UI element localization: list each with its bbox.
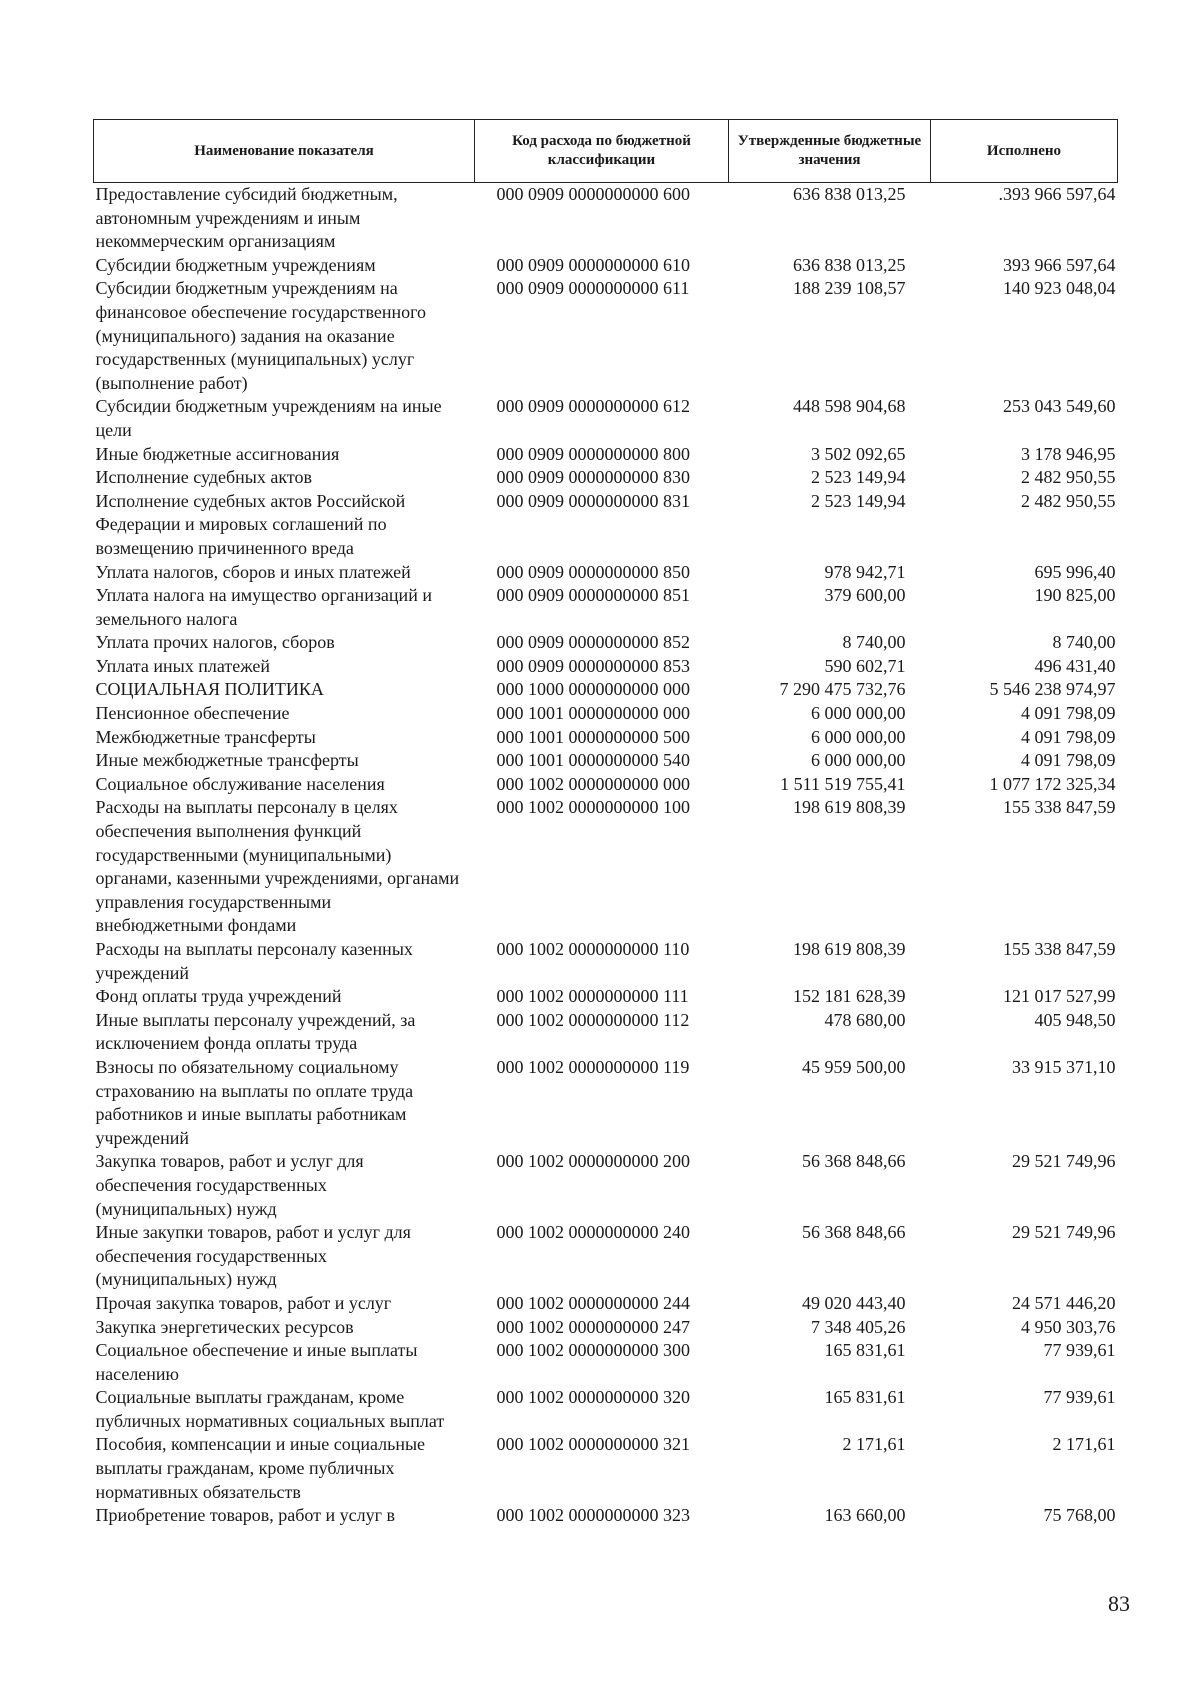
table-row bbox=[94, 395, 1118, 442]
row-name: Иные межбюджетные трансферты bbox=[95, 750, 359, 771]
table-row bbox=[94, 1150, 1118, 1221]
row-approved-value: 198 619 808,39 bbox=[793, 939, 906, 959]
table-row bbox=[94, 1386, 1118, 1433]
row-code: 000 1002 0000000000 112 bbox=[496, 1009, 690, 1030]
row-approved-value: 7 290 475 732,76 bbox=[779, 679, 906, 700]
table-row bbox=[94, 985, 1118, 1009]
table-row bbox=[94, 1009, 1118, 1056]
table-row bbox=[94, 796, 1118, 938]
table-row bbox=[94, 1316, 1118, 1340]
row-approved-value: 448 598 904,68 bbox=[793, 396, 906, 417]
row-name: Приобретение товаров, работ и услуг в bbox=[95, 1505, 396, 1526]
row-approved-value: 163 660,00 bbox=[824, 1505, 906, 1526]
row-executed-value: 29 521 749,96 bbox=[1012, 1151, 1116, 1172]
table-row bbox=[94, 254, 1118, 278]
row-code: 000 0909 0000000000 853 bbox=[496, 655, 690, 676]
row-executed-value: 24 571 446,20 bbox=[1012, 1292, 1116, 1313]
row-name: Закупка товаров, работ и услуг для обеспечения государственных (муниципальных) нужд bbox=[95, 1151, 364, 1219]
table-row bbox=[94, 726, 1118, 750]
header-executed: Исполнено bbox=[931, 120, 1118, 183]
table-row bbox=[94, 1056, 1118, 1150]
row-approved-value: 165 831,61 bbox=[824, 1340, 906, 1361]
row-executed-value: 77 939,61 bbox=[1043, 1340, 1116, 1361]
row-name: Исполнение судебных актов Российской Федерации и мировых соглашений по возмещению причиненного вреда bbox=[95, 490, 406, 558]
row-code: 000 1002 0000000000 244 bbox=[496, 1292, 690, 1313]
row-name: Прочая закупка товаров, работ и услуг bbox=[95, 1292, 392, 1313]
row-name: Иные закупки товаров, работ и услуг для обеспечения государственных (муниципальных) нужд bbox=[95, 1222, 411, 1290]
row-name: Расходы на выплаты персоналу в целях обеспечения выполнения функций государственными (муниципальными) органами, казенными учреждениями, органами управления государственными внебюджетными фондами bbox=[95, 797, 460, 936]
table-body bbox=[94, 183, 1118, 1528]
row-approved-value: 636 838 013,25 bbox=[793, 254, 906, 275]
row-approved-value: 188 239 108,57 bbox=[793, 278, 906, 299]
table-row bbox=[94, 702, 1118, 726]
table-row bbox=[94, 443, 1118, 467]
table-row bbox=[94, 1504, 1118, 1528]
table-row bbox=[94, 773, 1118, 797]
table-row bbox=[94, 584, 1118, 631]
row-name: Социальные выплаты гражданам, кроме публичных нормативных социальных выплат bbox=[95, 1387, 445, 1431]
row-approved-value: 2 523 149,94 bbox=[811, 467, 906, 488]
row-approved-value: 978 942,71 bbox=[824, 561, 906, 582]
row-code: 000 1002 0000000000 240 bbox=[496, 1222, 690, 1243]
row-executed-value: 4 091 798,09 bbox=[1021, 703, 1116, 724]
table-row bbox=[94, 655, 1118, 679]
row-name: Субсидии бюджетным учреждениям на иные цели bbox=[95, 396, 442, 440]
row-approved-value: 478 680,00 bbox=[824, 1009, 906, 1030]
row-approved-value: 2 171,61 bbox=[842, 1434, 906, 1455]
row-approved-value: 8 740,00 bbox=[842, 632, 906, 653]
row-code: 000 1002 0000000000 320 bbox=[496, 1387, 690, 1408]
row-approved-value: 590 602,71 bbox=[824, 655, 906, 676]
row-name: Иные бюджетные ассигнования bbox=[95, 443, 340, 464]
row-approved-value: 6 000 000,00 bbox=[811, 726, 906, 747]
row-executed-value: 190 825,00 bbox=[1034, 585, 1116, 606]
row-executed-value: 4 091 798,09 bbox=[1021, 726, 1116, 747]
row-code: 000 0909 0000000000 852 bbox=[496, 632, 690, 653]
row-approved-value: 56 368 848,66 bbox=[802, 1151, 906, 1172]
budget-execution-table bbox=[93, 119, 1118, 1528]
row-approved-value: 49 020 443,40 bbox=[802, 1292, 906, 1313]
table-row bbox=[94, 1221, 1118, 1292]
row-name: Межбюджетные трансферты bbox=[95, 726, 316, 747]
row-executed-value: .393 966 597,64 bbox=[998, 184, 1116, 204]
row-approved-value: 3 502 092,65 bbox=[811, 443, 906, 464]
row-approved-value: 152 181 628,39 bbox=[793, 986, 906, 1007]
row-executed-value: 155 338 847,59 bbox=[1003, 939, 1116, 959]
row-name: Уплата прочих налогов, сборов bbox=[95, 632, 335, 653]
row-approved-value: 636 838 013,25 bbox=[793, 184, 906, 204]
row-code: 000 0909 0000000000 800 bbox=[496, 443, 690, 464]
table-row bbox=[94, 466, 1118, 490]
row-name: Уплата налогов, сборов и иных платежей bbox=[95, 561, 411, 582]
row-code: 000 0909 0000000000 612 bbox=[496, 396, 690, 417]
row-executed-value: 121 017 527,99 bbox=[1003, 986, 1116, 1007]
table-row bbox=[94, 631, 1118, 655]
row-code: 000 1002 0000000000 321 bbox=[496, 1434, 690, 1455]
row-code: 000 1002 0000000000 000 bbox=[496, 773, 690, 794]
table-row bbox=[94, 1292, 1118, 1316]
row-code: 000 1002 0000000000 247 bbox=[496, 1316, 690, 1337]
row-code: 000 1001 0000000000 540 bbox=[496, 750, 690, 771]
table-row bbox=[94, 183, 1118, 254]
row-executed-value: 405 948,50 bbox=[1034, 1009, 1116, 1030]
row-executed-value: 496 431,40 bbox=[1034, 655, 1116, 676]
row-executed-value: 695 996,40 bbox=[1034, 561, 1116, 582]
row-name: Пенсионное обеспечение bbox=[95, 703, 290, 724]
row-name: СОЦИАЛЬНАЯ ПОЛИТИКА bbox=[95, 679, 324, 700]
row-approved-value: 2 523 149,94 bbox=[811, 490, 906, 511]
row-code: 000 0909 0000000000 830 bbox=[496, 467, 690, 488]
row-executed-value: 253 043 549,60 bbox=[1003, 396, 1116, 417]
row-code: 000 1002 0000000000 323 bbox=[496, 1505, 690, 1526]
row-code: 000 1001 0000000000 000 bbox=[496, 703, 690, 724]
row-executed-value: 75 768,00 bbox=[1043, 1505, 1116, 1526]
row-code: 000 1001 0000000000 500 bbox=[496, 726, 690, 747]
row-approved-value: 56 368 848,66 bbox=[802, 1222, 906, 1243]
row-executed-value: 2 171,61 bbox=[1052, 1434, 1116, 1455]
table-row bbox=[94, 749, 1118, 773]
row-executed-value: 4 950 303,76 bbox=[1021, 1316, 1116, 1337]
row-executed-value: 8 740,00 bbox=[1052, 632, 1116, 653]
row-executed-value: 393 966 597,64 bbox=[1003, 254, 1116, 275]
row-approved-value: 198 619 808,39 bbox=[793, 797, 906, 818]
row-code: 000 1002 0000000000 111 bbox=[496, 986, 689, 1007]
row-executed-value: 33 915 371,10 bbox=[1012, 1056, 1116, 1077]
page-number: 83 bbox=[1108, 1591, 1130, 1616]
row-executed-value: 5 546 238 974,97 bbox=[989, 679, 1116, 700]
row-name: Закупка энергетических ресурсов bbox=[95, 1316, 354, 1337]
row-approved-value: 379 600,00 bbox=[824, 585, 906, 606]
row-approved-value: 1 511 519 755,41 bbox=[780, 773, 906, 794]
header-name: Наименование показателя bbox=[94, 120, 475, 183]
row-code: 000 0909 0000000000 610 bbox=[496, 254, 690, 275]
row-name: Взносы по обязательному социальному страхованию на выплаты по оплате труда работников и иные выплаты работникам учреждений bbox=[95, 1056, 414, 1148]
row-executed-value: 2 482 950,55 bbox=[1021, 490, 1116, 511]
row-name: Предоставление субсидий бюджетным, автономным учреждениям и иным некоммерческим организациям bbox=[95, 184, 398, 252]
row-name: Уплата иных платежей bbox=[95, 655, 271, 676]
row-name: Иные выплаты персоналу учреждений, за исключением фонда оплаты труда bbox=[95, 1009, 416, 1054]
row-code: 000 0909 0000000000 850 bbox=[496, 561, 690, 582]
header-approved: Утвержденные бюджетные значения bbox=[729, 120, 931, 183]
row-code: 000 0909 0000000000 611 bbox=[496, 278, 690, 299]
table-row bbox=[94, 1433, 1118, 1504]
header-code: Код расхода по бюджетной классификации bbox=[475, 120, 729, 183]
row-executed-value: 1 077 172 325,34 bbox=[989, 773, 1116, 794]
row-code: 000 0909 0000000000 600 bbox=[496, 184, 690, 204]
row-approved-value: 165 831,61 bbox=[824, 1387, 906, 1408]
row-code: 000 1002 0000000000 300 bbox=[496, 1340, 690, 1361]
table-row bbox=[94, 678, 1118, 702]
table-row bbox=[94, 938, 1118, 985]
row-code: 000 1002 0000000000 110 bbox=[496, 939, 690, 959]
table-row bbox=[94, 490, 1118, 561]
row-name: Пособия, компенсации и иные социальные выплаты гражданам, кроме публичных нормативных обязательств bbox=[95, 1434, 426, 1502]
row-executed-value: 155 338 847,59 bbox=[1003, 797, 1116, 818]
row-approved-value: 6 000 000,00 bbox=[811, 750, 906, 771]
row-name: Фонд оплаты труда учреждений bbox=[95, 986, 342, 1007]
row-executed-value: 140 923 048,04 bbox=[1003, 278, 1116, 299]
row-code: 000 1002 0000000000 100 bbox=[496, 797, 690, 818]
table-row bbox=[94, 277, 1118, 395]
table-row bbox=[94, 1339, 1118, 1386]
row-code: 000 0909 0000000000 851 bbox=[496, 585, 690, 606]
row-code: 000 1002 0000000000 200 bbox=[496, 1151, 690, 1172]
row-name: Социальное обеспечение и иные выплаты населению bbox=[95, 1340, 418, 1384]
table-header-row bbox=[94, 120, 1118, 183]
row-name: Социальное обслуживание населения bbox=[95, 773, 385, 794]
row-approved-value: 45 959 500,00 bbox=[802, 1056, 906, 1077]
row-code: 000 0909 0000000000 831 bbox=[496, 490, 690, 511]
row-name: Расходы на выплаты персоналу казенных учреждений bbox=[95, 939, 413, 983]
row-executed-value: 77 939,61 bbox=[1043, 1387, 1116, 1408]
row-approved-value: 7 348 405,26 bbox=[811, 1316, 906, 1337]
row-approved-value: 6 000 000,00 bbox=[811, 703, 906, 724]
row-executed-value: 4 091 798,09 bbox=[1021, 750, 1116, 771]
row-code: 000 1000 0000000000 000 bbox=[496, 679, 690, 700]
table-row bbox=[94, 561, 1118, 585]
row-name: Исполнение судебных актов bbox=[95, 467, 313, 488]
row-executed-value: 2 482 950,55 bbox=[1021, 467, 1116, 488]
row-executed-value: 3 178 946,95 bbox=[1021, 443, 1116, 464]
row-code: 000 1002 0000000000 119 bbox=[496, 1056, 690, 1077]
row-name: Субсидии бюджетным учреждениям bbox=[95, 254, 376, 275]
row-name: Субсидии бюджетным учреждениям на финансовое обеспечение государственного (муниципального) задания на оказание государственных (муниципальных) услуг (выполнение работ) bbox=[95, 278, 427, 393]
row-executed-value: 29 521 749,96 bbox=[1012, 1222, 1116, 1243]
row-name: Уплата налога на имущество организаций и земельного налога bbox=[95, 585, 432, 629]
